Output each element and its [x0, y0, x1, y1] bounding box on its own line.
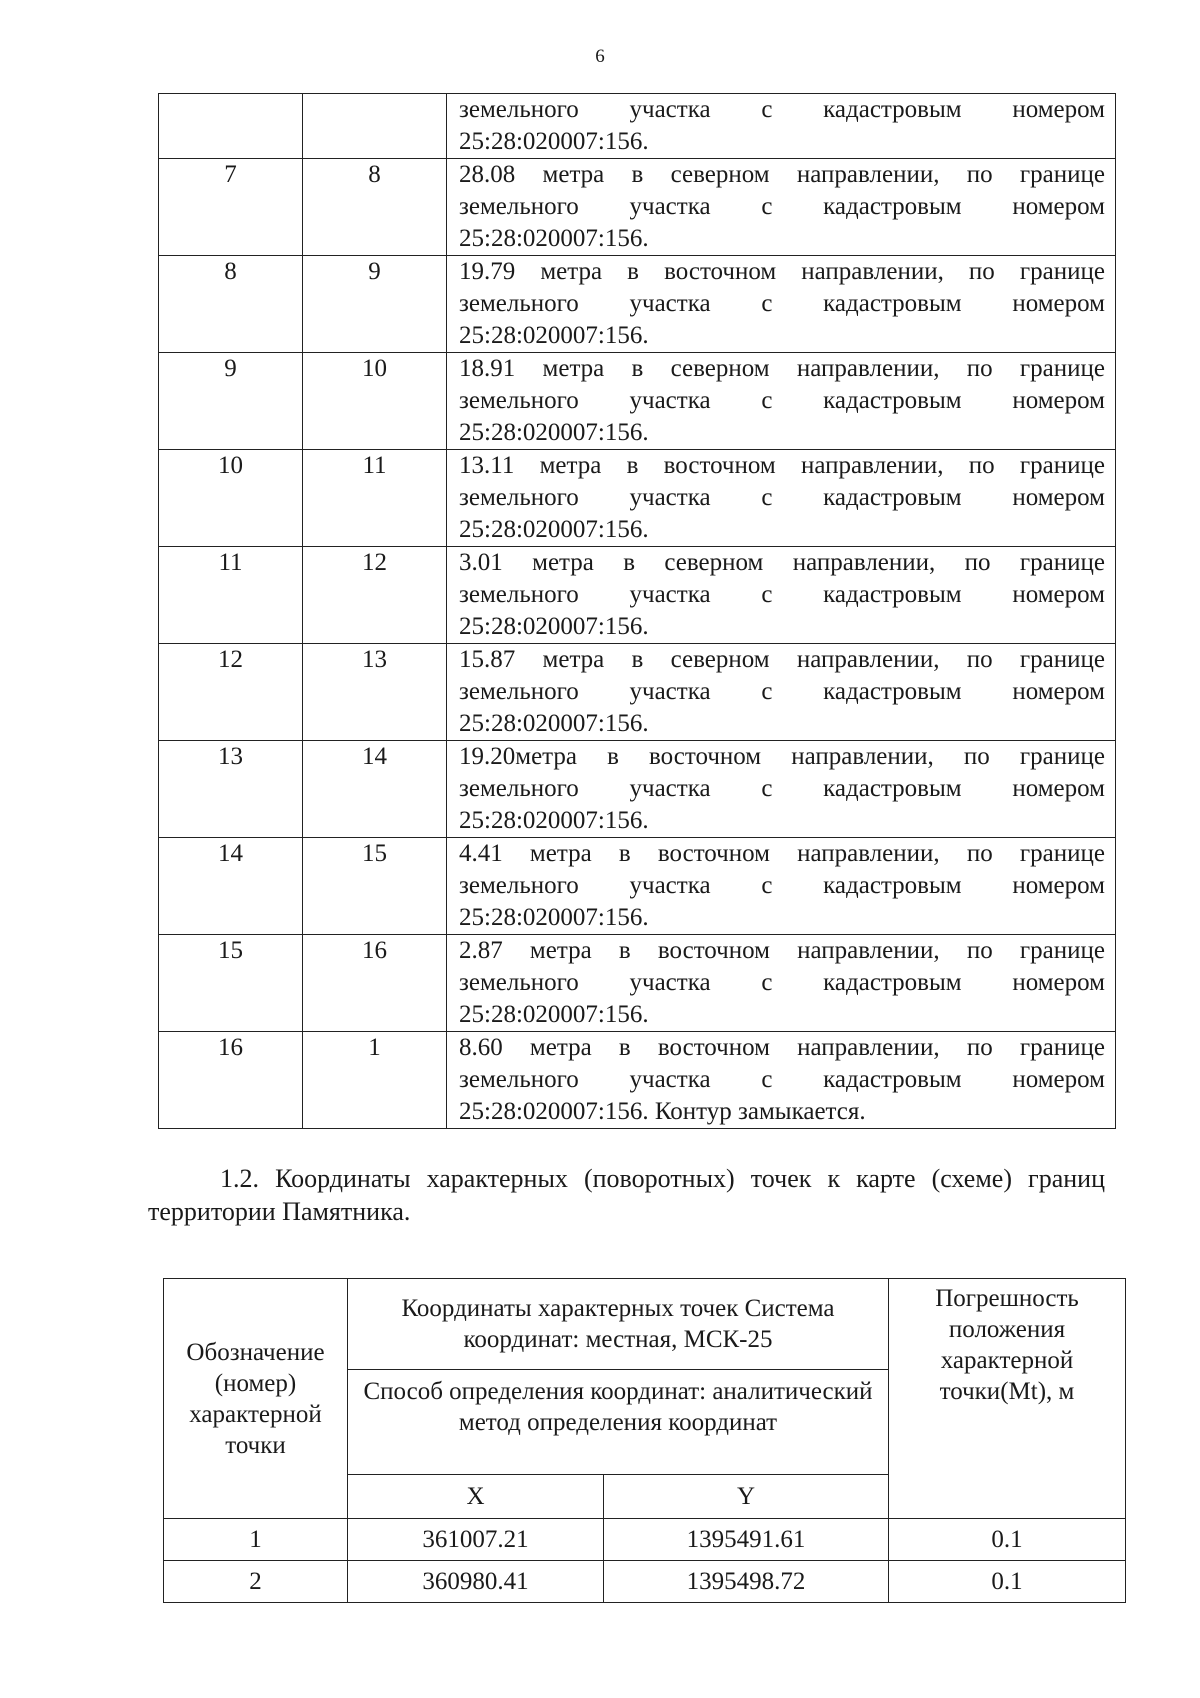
point-to-cell: 13 — [303, 644, 447, 741]
description-line: 19.20метра в восточном направлении, по границе — [459, 743, 1105, 770]
point-from-cell: 16 — [159, 1032, 303, 1129]
table-row — [159, 450, 1116, 547]
point-to-cell — [303, 94, 447, 159]
description-cell — [447, 1032, 1116, 1129]
header-method: Способ определения координат: аналитический метод определения координат — [348, 1370, 889, 1475]
description-cell — [447, 256, 1116, 353]
description-cell — [447, 644, 1116, 741]
y-cell: 1395498.72 — [604, 1561, 889, 1603]
description-line: 19.79 метра в восточном направлении, по границе — [459, 258, 1105, 285]
point-cell: 2 — [164, 1561, 348, 1603]
point-from-cell: 8 — [159, 256, 303, 353]
description-cell — [447, 741, 1116, 838]
table-row — [159, 1032, 1116, 1129]
description-cell — [447, 353, 1116, 450]
description-line: 13.11 метра в восточном направлении, по границе — [459, 452, 1105, 479]
x-cell: 360980.41 — [348, 1561, 604, 1603]
header-point: Обозначение (номер) характерной точки — [164, 1279, 348, 1519]
table-row — [164, 1519, 1126, 1561]
description-line: земельного участка с кадастровым номером — [459, 387, 1105, 414]
page-number: 6 — [595, 46, 605, 67]
description-line: земельного участка с кадастровым номером — [459, 775, 1105, 802]
point-from-cell: 14 — [159, 838, 303, 935]
mt-cell: 0.1 — [889, 1561, 1126, 1603]
table-row — [164, 1561, 1126, 1603]
description-line: 25:28:020007:156. — [459, 516, 649, 543]
description-line: 25:28:020007:156. Контур замыкается. — [459, 1098, 866, 1125]
point-from-cell: 13 — [159, 741, 303, 838]
y-cell: 1395491.61 — [604, 1519, 889, 1561]
point-to-cell: 12 — [303, 547, 447, 644]
point-from-cell: 9 — [159, 353, 303, 450]
mt-cell: 0.1 — [889, 1519, 1126, 1561]
description-line: 25:28:020007:156. — [459, 322, 649, 349]
header-y: Y — [604, 1475, 889, 1519]
section-paragraph-line: 1.2. Координаты характерных (поворотных) точек к карте (схеме) границ — [220, 1164, 1105, 1193]
description-line: земельного участка с кадастровым номером — [459, 678, 1105, 705]
point-from-cell: 10 — [159, 450, 303, 547]
point-to-cell: 9 — [303, 256, 447, 353]
description-line: 3.01 метра в северном направлении, по границе — [459, 549, 1105, 576]
point-from-cell: 15 — [159, 935, 303, 1032]
description-line: земельного участка с кадастровым номером — [459, 1066, 1105, 1093]
point-to-cell: 1 — [303, 1032, 447, 1129]
description-cell — [447, 838, 1116, 935]
description-line: 25:28:020007:156. — [459, 710, 649, 737]
description-line: 25:28:020007:156. — [459, 807, 649, 834]
description-cell — [447, 547, 1116, 644]
description-line: 8.60 метра в восточном направлении, по границе — [459, 1034, 1105, 1061]
description-cell: земельного участка с кадастровым номером 25:28:020007:156. — [447, 94, 1116, 159]
description-line: земельного участка с кадастровым номером — [459, 193, 1105, 220]
point-to-cell: 14 — [303, 741, 447, 838]
point-to-cell: 16 — [303, 935, 447, 1032]
description-line: 25:28:020007:156. — [459, 1001, 649, 1028]
description-line: 2.87 метра в восточном направлении, по границе — [459, 937, 1105, 964]
point-from-cell — [159, 94, 303, 159]
point-from-cell: 7 — [159, 159, 303, 256]
point-from-cell: 11 — [159, 547, 303, 644]
description-cell — [447, 935, 1116, 1032]
header-x: X — [348, 1475, 604, 1519]
table-row — [159, 935, 1116, 1032]
table-row — [159, 547, 1116, 644]
description-line: земельного участка с кадастровым номером — [459, 969, 1105, 996]
point-to-cell: 15 — [303, 838, 447, 935]
x-cell: 361007.21 — [348, 1519, 604, 1561]
description-line: 4.41 метра в восточном направлении, по границе — [459, 840, 1105, 867]
description-line: земельного участка с кадастровым номером — [459, 484, 1105, 511]
description-line: 25:28:020007:156. — [459, 225, 649, 252]
table-row — [159, 741, 1116, 838]
table-row — [159, 94, 1116, 159]
table-row — [159, 644, 1116, 741]
description-line: 25:28:020007:156. — [459, 613, 649, 640]
header-accuracy: Погрешность положения характерной точки(Mt), м — [889, 1279, 1126, 1519]
point-to-cell: 10 — [303, 353, 447, 450]
description-cell — [447, 159, 1116, 256]
description-line: 18.91 метра в северном направлении, по границе — [459, 355, 1105, 382]
point-from-cell: 12 — [159, 644, 303, 741]
description-line: земельного участка с кадастровым номером — [459, 581, 1105, 608]
table-row — [159, 256, 1116, 353]
point-cell: 1 — [164, 1519, 348, 1561]
description-line: 25:28:020007:156. — [459, 904, 649, 931]
point-to-cell: 8 — [303, 159, 447, 256]
table-row — [159, 159, 1116, 256]
description-cell — [447, 450, 1116, 547]
table-row — [159, 353, 1116, 450]
description-line: земельного участка с кадастровым номером — [459, 872, 1105, 899]
description-line: 15.87 метра в северном направлении, по границе — [459, 646, 1105, 673]
description-line: 28.08 метра в северном направлении, по границе — [459, 161, 1105, 188]
description-line: 25:28:020007:156. — [459, 419, 649, 446]
header-coordinates: Координаты характерных точек Система координат: местная, МСК-25 — [348, 1279, 889, 1370]
section-paragraph — [148, 1162, 1105, 1228]
description-line: земельного участка с кадастровым номером — [459, 290, 1105, 317]
coordinates-table — [163, 1278, 1126, 1603]
point-to-cell: 11 — [303, 450, 447, 547]
table-row — [159, 838, 1116, 935]
boundary-description-table — [158, 93, 1116, 1129]
section-paragraph-line: территории Памятника. — [148, 1197, 411, 1226]
